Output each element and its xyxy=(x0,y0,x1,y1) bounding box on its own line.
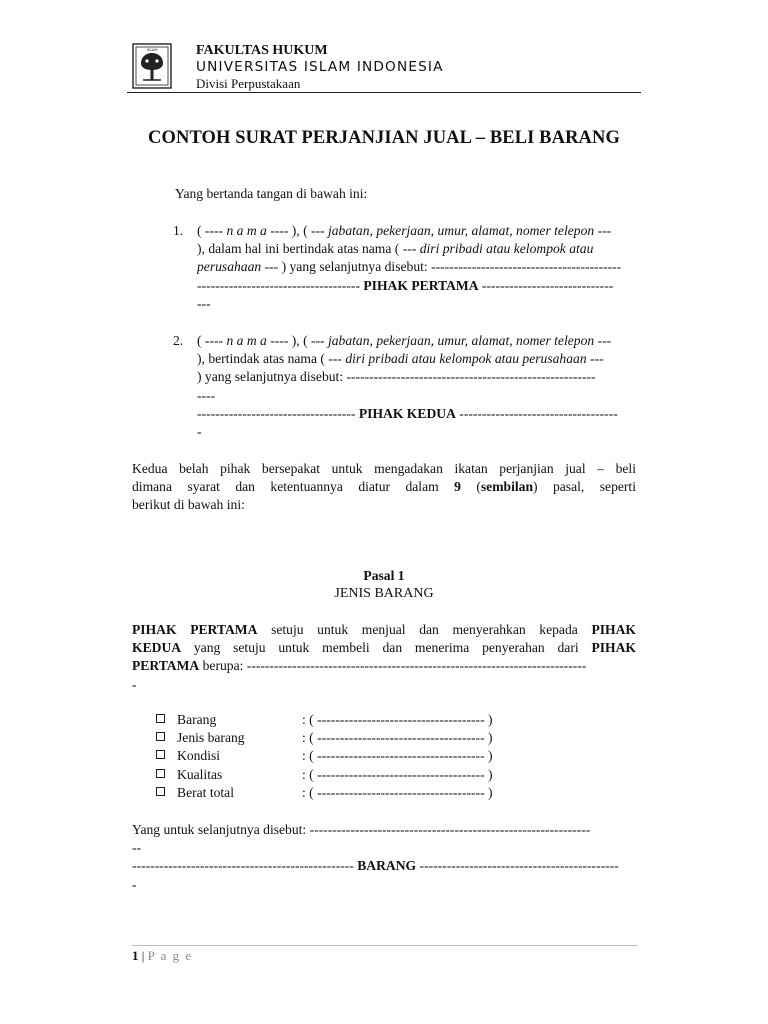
page-footer: 1 | P a g e xyxy=(132,948,193,963)
svg-text:ISLAM: ISLAM xyxy=(146,48,158,53)
party-two-number: 2. xyxy=(173,333,184,348)
barang-label: BARANG xyxy=(357,858,417,874)
item-row xyxy=(156,747,493,765)
page-word: P a g e xyxy=(147,948,193,963)
item-row xyxy=(156,711,493,729)
party-one-number: 1. xyxy=(173,223,184,238)
item-label: Kondisi xyxy=(177,748,221,764)
item-value: : ( ------------------------------------- ) xyxy=(302,766,493,782)
university-name: UNIVERSITAS ISLAM INDONESIA xyxy=(196,60,444,75)
bullet-square-icon xyxy=(156,732,165,741)
university-logo xyxy=(132,43,172,89)
pasal-1-subheading: JENIS BARANG xyxy=(334,586,434,601)
barang-reference: Yang untuk selanjutnya disebut: -------------------------------------------------------------- -- ------------------------------------------------- BARANG -------------------------------------------- - xyxy=(132,822,619,892)
bullet-square-icon xyxy=(156,787,165,796)
item-value: : ( ------------------------------------- ) xyxy=(302,784,493,800)
item-value: : ( ------------------------------------- ) xyxy=(302,730,493,746)
page-number: 1 xyxy=(132,948,139,963)
bullet-square-icon xyxy=(156,750,165,759)
division-name: Divisi Perpustakaan xyxy=(196,76,301,91)
party-two-block: 2. ( ---- n a m a ---- ), ( --- jabatan, pekerjaan, umur, alamat, nomer telepon --- ), bertindak atas nama ( --- diri pribadi atau kelompok atau perusahaan --- ) yang selanjutnya disebut: ------------------------------------------------------- ---- ----------------------------------- PIHAK KEDUA ----------------------------------- - xyxy=(173,333,618,440)
item-value: : ( ------------------------------------- ) xyxy=(302,748,493,764)
items-list xyxy=(156,711,493,802)
item-label: Barang xyxy=(177,712,217,728)
pihak-kedua-label: PIHAK KEDUA xyxy=(358,405,456,421)
pasal-1-paragraph: PIHAK PERTAMA setuju untuk menjual dan menyerahkan kepada PIHAK KEDUA yang setuju untuk membeli dan menerima penyerahan dari PIHAK PERTAMA berupa: --------------------------------------------------------------------------- - xyxy=(132,622,636,692)
item-label: Jenis barang xyxy=(177,730,245,746)
item-row xyxy=(156,784,493,802)
party-one-block: 1. ( ---- n a m a ---- ), ( --- jabatan, pekerjaan, umur, alamat, nomer telepon --- ), dalam hal ini bertindak atas nama ( --- diri pribadi atau kelompok atau perusahaan --- ) yang selanjutnya disebut: ------------------------------------------ ------------------------------------ PIHAK PERTAMA ----------------------------- --- xyxy=(173,223,622,311)
item-row xyxy=(156,766,493,784)
bullet-square-icon xyxy=(156,714,165,723)
bullet-square-icon xyxy=(156,769,165,778)
faculty-name: FAKULTAS HUKUM xyxy=(196,43,328,58)
item-label: Kualitas xyxy=(177,766,223,782)
pihak-pertama-label: PIHAK PERTAMA xyxy=(363,277,479,293)
page-title: CONTOH SURAT PERJANJIAN JUAL – BELI BARANG xyxy=(148,128,620,148)
footer-divider xyxy=(132,945,637,946)
item-value: : ( ------------------------------------- ) xyxy=(302,712,493,728)
header-divider xyxy=(127,92,641,93)
pasal-1-heading: Pasal 1 xyxy=(363,568,405,583)
intro-text: Yang bertanda tangan di bawah ini: xyxy=(175,186,368,201)
item-row xyxy=(156,729,493,747)
agreement-paragraph: Kedua belah pihak bersepakat untuk mengadakan ikatan perjanjian jual – beli dimana syarat dan ketentuannya diatur dalam 9 (sembilan) pasal, seperti berikut di bawah ini: xyxy=(132,461,636,513)
item-label: Berat total xyxy=(177,784,234,800)
